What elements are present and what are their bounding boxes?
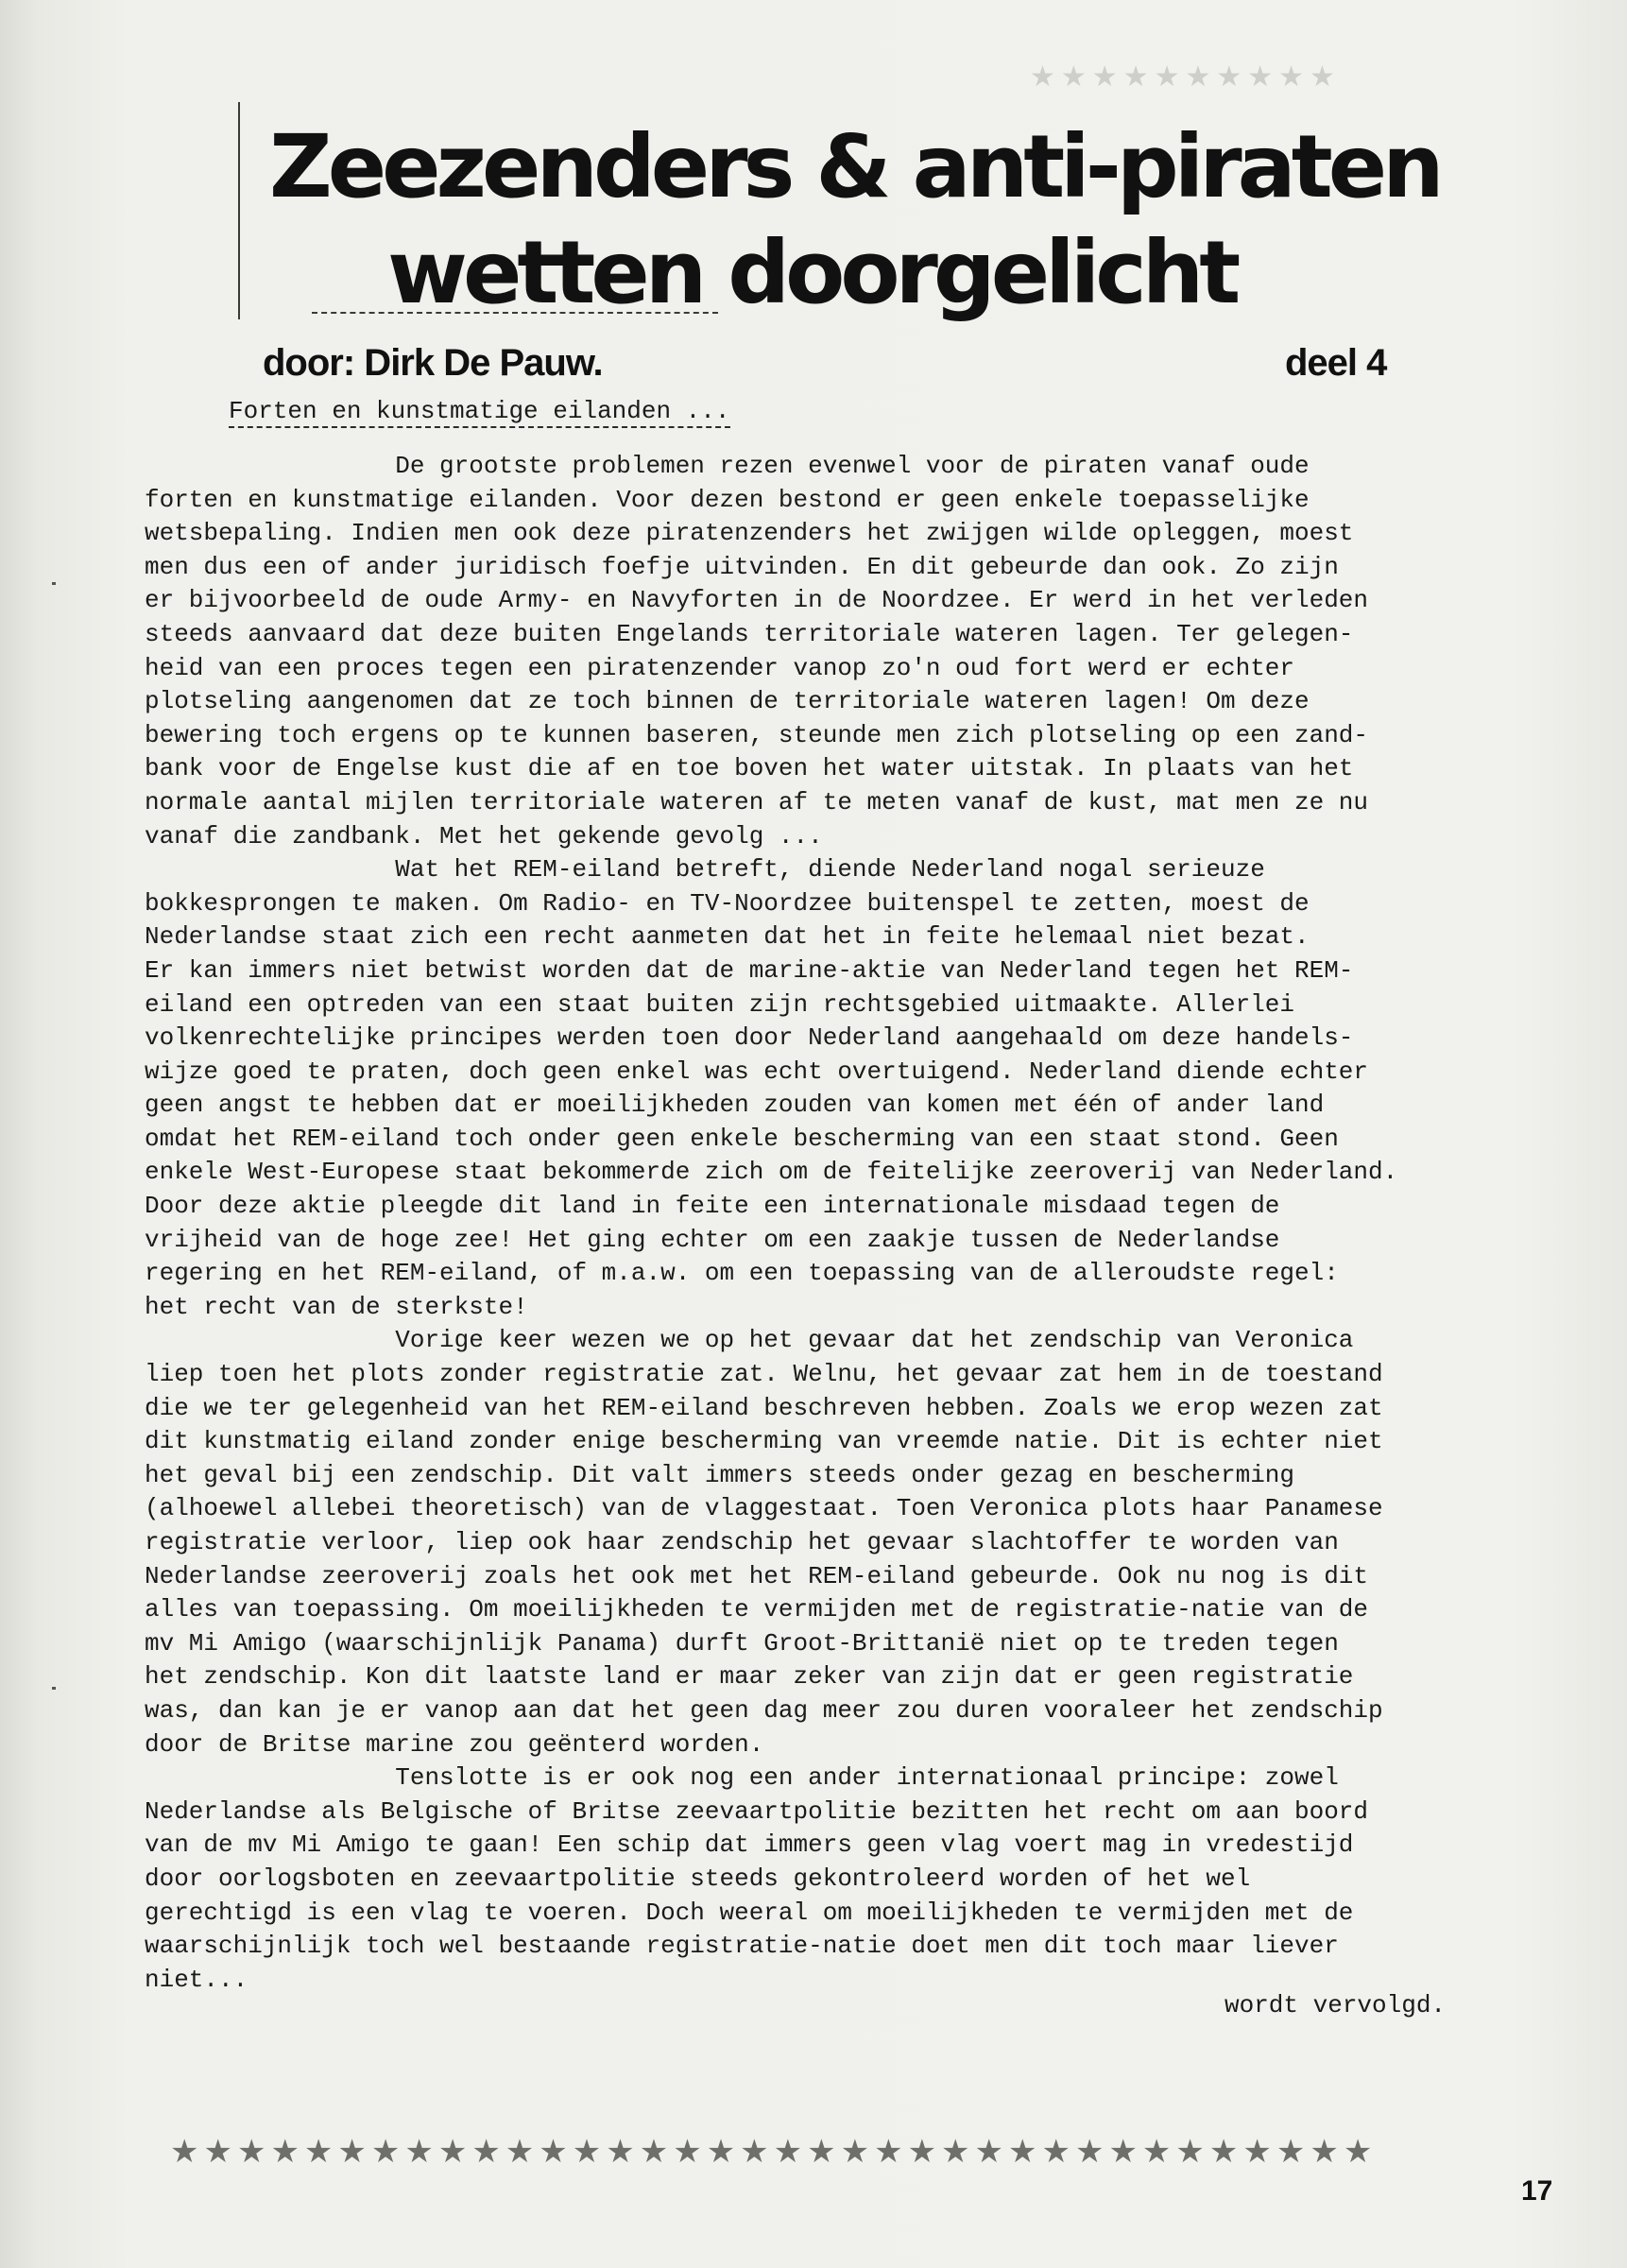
- article-title: [269, 116, 1460, 324]
- body-line: wetsbepaling. Indien men ook deze piratenzenders het zwijgen wilde opleggen, moest: [145, 519, 1354, 548]
- body-line: regering en het REM-eiland, of m.a.w. om een toepassing van de alleroudste regel:: [145, 1259, 1339, 1288]
- body-line: volkenrechtelijke principes werden toen door Nederland aangehaald om deze handels-: [145, 1023, 1354, 1053]
- body-line: Tenslotte is er ook nog een ander internationaal principe: zowel: [145, 1763, 1339, 1793]
- body-line: waarschijnlijk toch wel bestaande registratie-natie doet men dit toch maar liever: [145, 1932, 1339, 1961]
- body-line: wijze goed te praten, doch geen enkel was echt overtuigend. Nederland diende echter: [145, 1057, 1369, 1086]
- title-line-1: Zeezenders & anti-piraten: [269, 116, 1440, 218]
- body-line: bank voor de Engelse kust die af en toe boven het water uitstak. In plaats van het: [145, 754, 1354, 783]
- body-line: vrijheid van de hoge zee! Het ging echter om een zaakje tussen de Nederlandse: [145, 1225, 1280, 1254]
- body-line: gerechtigd is een vlag te voeren. Doch weeral om moeilijkheden te vermijden met de: [145, 1898, 1354, 1927]
- body-line: Vorige keer wezen we op het gevaar dat het zendschip van Veronica: [145, 1326, 1354, 1355]
- margin-mark: [52, 582, 56, 585]
- title-line-2: wetten doorgelicht: [387, 222, 1237, 324]
- body-line: steeds aanvaard dat deze buiten Engelands territoriale wateren lagen. Ter gelegen-: [145, 619, 1354, 648]
- body-line: van de mv Mi Amigo te gaan! Een schip dat immers geen vlag voert mag in vredestijd: [145, 1830, 1354, 1860]
- body-line: vanaf die zandbank. Met het gekende gevolg ...: [145, 821, 823, 850]
- body-line: die we ter gelegenheid van het REM-eiland beschreven hebben. Zoals we erop wezen zat: [145, 1393, 1383, 1422]
- body-line: enkele West-Europese staat bekommerde zich om de feitelijke zeeroverij van Nederland.: [145, 1158, 1398, 1187]
- footer-star-border: ★★★★★★★★★★★★★★★★★★★★★★★★★★★★★★★★★★★★: [170, 2133, 1378, 2171]
- body-line: eiland een optreden van een staat buiten zijn rechtsgebied uitmaakte. Allerlei: [145, 989, 1294, 1019]
- article-body: [145, 450, 1524, 1997]
- author-byline: door: Dirk De Pauw.: [263, 342, 603, 384]
- page-number: 17: [1521, 2175, 1553, 2207]
- body-line: het zendschip. Kon dit laatste land er maar zeker van zijn dat er geen registratie: [145, 1662, 1354, 1692]
- body-line: was, dan kan je er vanop aan dat het geen dag meer zou duren vooraleer het zendschip: [145, 1695, 1383, 1725]
- body-line: mv Mi Amigo (waarschijnlijk Panama) durft Groot-Brittanië niet op te treden tegen: [145, 1628, 1339, 1658]
- continued-note: wordt vervolgd.: [1225, 1991, 1447, 2019]
- body-line: niet...: [145, 1965, 248, 1994]
- body-line: alles van toepassing. Om moeilijkheden te vermijden met de registratie-natie van de: [145, 1595, 1369, 1624]
- body-line: Nederlandse als Belgische of Britse zeevaartpolitie bezitten het recht om aan boord: [145, 1796, 1369, 1826]
- body-line: er bijvoorbeeld de oude Army- en Navyforten in de Noordzee. Er werd in het verleden: [145, 586, 1369, 615]
- body-line: (alhoewel allebei theoretisch) van de vlaggestaat. Toen Veronica plots haar Panamese: [145, 1494, 1383, 1523]
- section-heading: Forten en kunstmatige eilanden ...: [229, 397, 730, 428]
- title-frame-rule: [238, 102, 240, 319]
- body-line: het geval bij een zendschip. Dit valt immers steeds onder gezag en bescherming: [145, 1460, 1294, 1489]
- body-line: Nederlandse staat zich een recht aanmeten dat het in feite helemaal niet bezat.: [145, 922, 1310, 952]
- body-line: men dus een of ander juridisch foefje uitvinden. En dit gebeurde dan ook. Zo zijn: [145, 552, 1339, 581]
- margin-mark: [52, 1687, 56, 1690]
- body-line: bewering toch ergens op te kunnen baseren, steunde men zich plotseling op een zand-: [145, 720, 1369, 749]
- body-line: Nederlandse zeeroverij zoals het ook met het REM-eiland gebeurde. Ook nu nog is dit: [145, 1561, 1369, 1590]
- body-line: bokkesprongen te maken. Om Radio- en TV-Noordzee buitenspel te zetten, moest de: [145, 888, 1310, 918]
- body-line: De grootste problemen rezen evenwel voor de piraten vanaf oude: [145, 452, 1310, 480]
- body-line: het recht van de sterkste!: [145, 1292, 528, 1321]
- body-line: normale aantal mijlen territoriale wateren af te meten vanaf de kust, mat men ze nu: [145, 787, 1369, 816]
- body-line: Er kan immers niet betwist worden dat de marine-aktie van Nederland tegen het REM-: [145, 955, 1354, 985]
- body-line: registratie verloor, liep ook haar zendschip het gevaar slachtoffer te worden van: [145, 1528, 1339, 1556]
- body-line: Wat het REM-eiland betreft, diende Nederland nogal serieuze: [145, 855, 1265, 885]
- body-line: omdat het REM-eiland toch onder geen enkele bescherming van een staat stond. Geen: [145, 1124, 1339, 1153]
- part-label: deel 4: [1285, 342, 1387, 384]
- body-line: geen angst te hebben dat er moeilijkheden zouden van komen met één of ander land: [145, 1091, 1325, 1120]
- body-line: plotseling aangenomen dat ze toch binnen de territoriale wateren lagen! Om deze: [145, 687, 1310, 716]
- body-line: heid van een proces tegen een piratenzender vanop zo'n oud fort werd er echter: [145, 653, 1294, 682]
- body-line: liep toen het plots zonder registratie zat. Welnu, het gevaar zat hem in de toestand: [145, 1360, 1383, 1389]
- body-line: Door deze aktie pleegde dit land in feite een internationale misdaad tegen de: [145, 1192, 1280, 1221]
- body-line: forten en kunstmatige eilanden. Voor dezen bestond er geen enkele toepasselijke: [145, 485, 1310, 514]
- body-line: dit kunstmatig eiland zonder enige bescherming van vreemde natie. Dit is echter niet: [145, 1427, 1383, 1456]
- body-line: door de Britse marine zou geënterd worden.: [145, 1729, 764, 1759]
- bleed-through-stars: ★★★★★★★★★★: [1030, 60, 1341, 94]
- body-line: door oorlogsboten en zeevaartpolitie steeds gekontroleerd worden of het wel: [145, 1864, 1251, 1893]
